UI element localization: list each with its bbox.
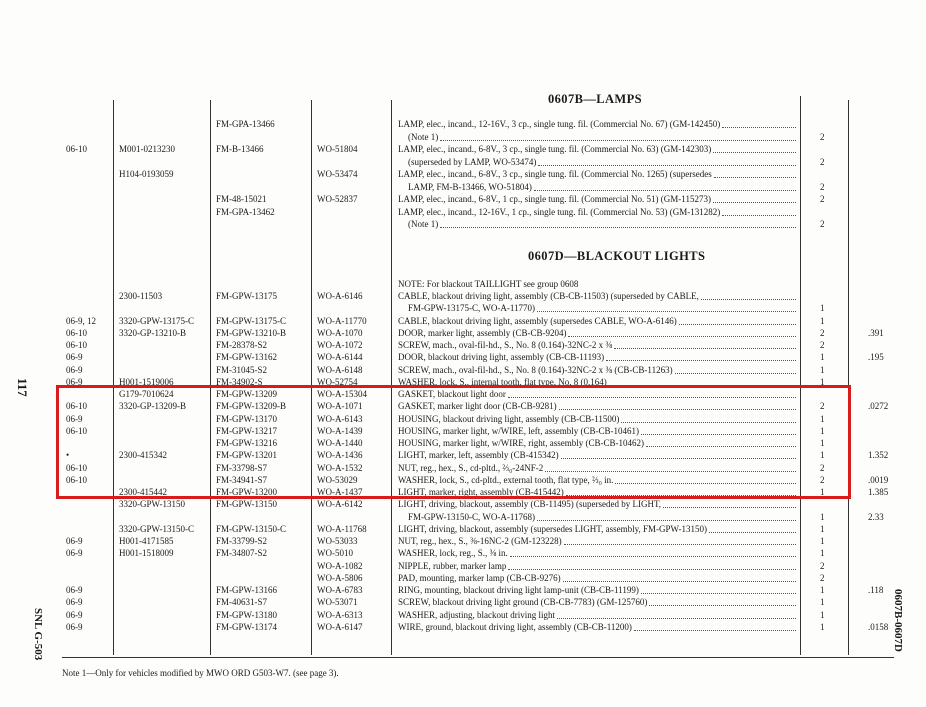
ford-part-number: FM-B-13466 bbox=[216, 144, 264, 154]
willys-part-number: WO-53033 bbox=[317, 536, 358, 546]
footnote: Note 1—Only for vehicles modified by MWO ORD G503-W7. (see page 3). bbox=[62, 668, 339, 678]
willys-part-number: WO-A-6313 bbox=[317, 609, 363, 620]
figure-ref: 06-9 bbox=[66, 536, 83, 546]
dot-leader bbox=[679, 324, 796, 325]
willys-part-number: WO-A-1072 bbox=[317, 340, 363, 350]
part-description: LAMP, elec., incand., 12-16V., 3 cp., single tung. fil. (Commercial No. 67) (GM-142450) bbox=[398, 119, 721, 129]
figure-ref: 06-9 bbox=[66, 621, 83, 632]
part-description: WIRE, ground, blackout driving light, assembly (CB-CB-11200) bbox=[398, 621, 632, 632]
part-description: NUT, reg., hex., S., cd-pltd., ⅔₀-24NF-2 bbox=[398, 462, 544, 473]
dot-leader bbox=[663, 507, 796, 508]
unit-weight: .0272 bbox=[868, 401, 889, 412]
willys-part-number: WO-A-6783 bbox=[317, 585, 363, 595]
willys-part-number: WO-A-1439 bbox=[317, 425, 363, 436]
quantity: 1 bbox=[820, 413, 825, 424]
ford-part-number: FM-GPW-13180 bbox=[216, 609, 278, 620]
figure-ref: 06-9 bbox=[66, 585, 83, 595]
willys-part-number: WO-53029 bbox=[317, 474, 358, 485]
part-description-continued: LAMP, FM-B-13466, WO-51804) bbox=[408, 181, 532, 192]
part-description: HOUSING, marker light, w/WIRE, right, assembly (CB-CB-10462) bbox=[398, 438, 644, 448]
quantity: 2 bbox=[820, 219, 825, 229]
quantity: 1 bbox=[820, 315, 825, 326]
part-description-continued: FM-GPW-13150-C, WO-A-11768) bbox=[408, 511, 535, 522]
part-description: LAMP, elec., incand., 6-8V., 3 cp., single tung. fil. (Commercial No. 1265) (supersedes bbox=[398, 169, 712, 179]
part-description: SCREW, mach., oval-fil-hd., S., No. 8 (0.164)-32NC-2 x ⅜ bbox=[398, 340, 613, 350]
quantity: 2 bbox=[820, 401, 825, 412]
figure-ref: 06-10 bbox=[66, 327, 87, 338]
dot-leader bbox=[564, 544, 796, 545]
quantity: 1 bbox=[820, 536, 825, 546]
page-number: 117 bbox=[15, 378, 30, 397]
part-description: LAMP, elec., incand., 6-8V., 1 cp., single tung. fil. (Commercial No. 51) (GM-115273) bbox=[398, 194, 711, 204]
ford-part-number: FM-GPW-13175-C bbox=[216, 315, 287, 326]
ford-part-number: FM-GPW-13162 bbox=[216, 352, 278, 363]
dot-leader bbox=[713, 202, 796, 203]
quantity: 2 bbox=[820, 340, 825, 350]
quantity: 2 bbox=[820, 181, 825, 192]
part-description: LIGHT, driving, blackout, assembly (CB-11495) (superseded by LIGHT, bbox=[398, 499, 662, 510]
willys-part-number: WO-A-1532 bbox=[317, 462, 363, 473]
column-rule-5 bbox=[800, 96, 801, 655]
ford-part-number: FM-28378-S2 bbox=[216, 340, 268, 350]
dot-leader bbox=[440, 140, 796, 141]
part-description: CABLE, blackout driving light, assembly (CB-CB-11503) (superseded by CABLE, bbox=[398, 291, 699, 301]
dot-leader bbox=[634, 630, 796, 631]
willys-part-number: WO-A-6147 bbox=[317, 621, 363, 632]
stock-number: H001-1519006 bbox=[119, 376, 174, 387]
part-description: WASHER, lock, S., cd-pltd., external tooth, flat type, ⅔₀ in. bbox=[398, 474, 614, 485]
part-description: NUT, reg., hex., S., ⅜-16NC-2 (GM-123228) bbox=[398, 536, 562, 546]
ford-part-number: FM-40631-S7 bbox=[216, 597, 268, 608]
willys-part-number: WO-52837 bbox=[317, 194, 358, 204]
quantity: 1 bbox=[820, 585, 825, 595]
quantity: 2 bbox=[820, 560, 825, 571]
stock-number: H001-4171585 bbox=[119, 536, 174, 546]
figure-ref: 06-9, 12 bbox=[66, 315, 96, 326]
ford-part-number: FM-GPW-13201 bbox=[216, 450, 278, 461]
quantity: 1 bbox=[820, 376, 825, 387]
unit-weight: .0158 bbox=[868, 621, 889, 632]
willys-part-number: WO-A-6146 bbox=[317, 291, 363, 301]
figure-ref: 06-9 bbox=[66, 376, 83, 387]
dot-leader bbox=[722, 215, 796, 216]
stock-number: 3320-GPW-13175-C bbox=[119, 315, 194, 326]
column-rule-1 bbox=[113, 100, 114, 655]
quantity: 1 bbox=[820, 609, 825, 620]
figure-ref: 06-9 bbox=[66, 352, 83, 363]
column-rule-6 bbox=[848, 100, 849, 655]
stock-number: 3320-GPW-13150 bbox=[119, 499, 185, 510]
column-rule-4 bbox=[391, 100, 392, 655]
part-description: WASHER, adjusting, blackout driving light bbox=[398, 609, 555, 620]
part-description: GASKET, marker light door (CB-CB-9281) bbox=[398, 401, 557, 412]
figure-ref: 06-9 bbox=[66, 413, 83, 424]
dot-leader bbox=[537, 520, 796, 521]
quantity: 1 bbox=[820, 425, 825, 436]
willys-part-number: WO-53071 bbox=[317, 597, 358, 608]
quantity: 2 bbox=[820, 194, 825, 204]
part-description: WASHER, lock, reg., S., ⅜ in. bbox=[398, 548, 508, 559]
figure-ref: 06-10 bbox=[66, 144, 87, 154]
willys-part-number: WO-A-6143 bbox=[317, 413, 363, 424]
willys-part-number: WO-A-1437 bbox=[317, 487, 363, 497]
quantity: 1 bbox=[820, 523, 825, 534]
willys-part-number: WO-A-1436 bbox=[317, 450, 363, 461]
part-description-continued: (Note 1) bbox=[408, 219, 439, 229]
quantity: 2 bbox=[820, 474, 825, 485]
ford-part-number: FM-33799-S2 bbox=[216, 536, 268, 546]
ford-part-number: FM-GPW-13170 bbox=[216, 413, 278, 424]
unit-weight: .0019 bbox=[868, 474, 889, 485]
willys-part-number: WO-52754 bbox=[317, 376, 358, 387]
willys-part-number: WO-A-5806 bbox=[317, 572, 363, 583]
ford-part-number: FM-GPW-13217 bbox=[216, 425, 278, 436]
part-description: LIGHT, marker, right, assembly (CB-415442) bbox=[398, 487, 564, 497]
quantity: 1 bbox=[820, 303, 825, 314]
blackout-note: NOTE: For blackout TAILLIGHT see group 0608 bbox=[398, 279, 579, 289]
quantity: 2 bbox=[820, 572, 825, 583]
quantity: 1 bbox=[820, 438, 825, 448]
part-description: LAMP, elec., incand., 6-8V., 3 cp., single tung. fil. (Commercial No. 63) (GM-142303) bbox=[398, 144, 712, 154]
part-description: WASHER, lock, S., internal tooth, flat type, No. 8 (0.164) bbox=[398, 376, 607, 387]
figure-ref: 06-9 bbox=[66, 597, 83, 608]
ford-part-number: FM-GPW-13166 bbox=[216, 585, 278, 595]
quantity: 2 bbox=[820, 156, 825, 167]
quantity: 1 bbox=[820, 597, 825, 608]
part-description: GASKET, blackout light door bbox=[398, 389, 506, 399]
part-description: CABLE, blackout driving light, assembly (supersedes CABLE, WO-A-6146) bbox=[398, 315, 677, 326]
figure-ref: • bbox=[66, 450, 70, 461]
unit-weight: .195 bbox=[868, 352, 884, 363]
ford-part-number: FM-GPA-13462 bbox=[216, 206, 275, 217]
dot-leader bbox=[557, 618, 796, 619]
unit-weight: .118 bbox=[868, 585, 884, 595]
willys-part-number: WO-51804 bbox=[317, 144, 358, 154]
figure-ref: 06-9 bbox=[66, 609, 83, 620]
part-description: NIPPLE, rubber, marker lamp bbox=[398, 560, 507, 571]
ford-part-number: FM-48-15021 bbox=[216, 194, 267, 204]
ford-part-number: FM-34902-S bbox=[216, 376, 263, 387]
ford-part-number: FM-GPW-13200 bbox=[216, 487, 278, 497]
bottom-rule bbox=[62, 657, 894, 658]
ford-part-number: FM-34941-S7 bbox=[216, 474, 268, 485]
stock-number: M001-0213230 bbox=[119, 144, 175, 154]
unit-weight: 2.33 bbox=[868, 511, 884, 522]
ford-part-number: FM-GPW-13216 bbox=[216, 438, 278, 448]
quantity: 2 bbox=[820, 131, 825, 142]
willys-part-number: WO-A-1071 bbox=[317, 401, 363, 412]
dot-leader bbox=[614, 348, 796, 349]
part-description: SCREW, mach., oval-fil-hd., S., No. 8 (0.164)-32NC-2 x ⅜ (CB-CB-11263) bbox=[398, 364, 673, 375]
willys-part-number: WO-A-1070 bbox=[317, 327, 363, 338]
dot-leader bbox=[563, 581, 796, 582]
unit-weight: 1.385 bbox=[868, 487, 889, 497]
figure-ref: 06-10 bbox=[66, 462, 87, 473]
stock-number: 3320-GP-13209-B bbox=[119, 401, 186, 412]
stock-number: 2300-415442 bbox=[119, 487, 167, 497]
dot-leader bbox=[675, 373, 796, 374]
dot-leader bbox=[722, 127, 796, 128]
willys-part-number: WO-53474 bbox=[317, 169, 358, 179]
dot-leader bbox=[701, 299, 796, 300]
stock-number: H001-1518009 bbox=[119, 548, 174, 559]
figure-ref: 06-10 bbox=[66, 425, 87, 436]
dot-leader bbox=[649, 605, 796, 606]
willys-part-number: WO-A-1082 bbox=[317, 560, 363, 571]
part-description: LAMP, elec., incand., 12-16V., 1 cp., single tung. fil. (Commercial No. 53) (GM-131282) bbox=[398, 206, 721, 217]
figure-ref: 06-10 bbox=[66, 340, 87, 350]
quantity: 1 bbox=[820, 621, 825, 632]
dot-leader bbox=[641, 593, 796, 594]
dot-leader bbox=[510, 556, 796, 557]
stock-number: G179-7010624 bbox=[119, 389, 174, 399]
highlight-box bbox=[56, 385, 851, 499]
part-description: SCREW, blackout driving light ground (CB-CB-7783) (GM-125760) bbox=[398, 597, 648, 608]
ford-part-number: FM-GPW-13209 bbox=[216, 389, 278, 399]
stock-number: 2300-11503 bbox=[119, 291, 163, 301]
part-description-continued: (Note 1) bbox=[408, 131, 439, 142]
quantity: 1 bbox=[820, 352, 825, 363]
dot-leader bbox=[714, 177, 796, 178]
part-description-continued: FM-GPW-13175-C, WO-A-11770) bbox=[408, 303, 535, 314]
section-title-blackout: 0607D—BLACKOUT LIGHTS bbox=[528, 249, 706, 263]
column-rule-3 bbox=[311, 100, 312, 655]
quantity: 1 bbox=[820, 548, 825, 559]
part-description: DOOR, blackout driving light, assembly (CB-CB-11193) bbox=[398, 352, 605, 363]
ford-part-number: FM-GPW-13210-B bbox=[216, 327, 287, 338]
unit-weight: .391 bbox=[868, 327, 884, 338]
ford-part-number: FM-33798-S7 bbox=[216, 462, 268, 473]
dot-leader bbox=[440, 227, 796, 228]
stock-number: 3320-GPW-13150-C bbox=[119, 523, 194, 534]
dot-leader bbox=[534, 190, 796, 191]
part-description: LIGHT, marker, left, assembly (CB-415342) bbox=[398, 450, 559, 461]
unit-weight: 1.352 bbox=[868, 450, 889, 461]
part-description: RING, mounting, blackout driving light lamp-unit (CB-CB-11199) bbox=[398, 585, 639, 595]
figure-ref: 06-10 bbox=[66, 474, 87, 485]
group-code: 0607B-0607D bbox=[892, 589, 904, 652]
ford-part-number: FM-GPW-13175 bbox=[216, 291, 278, 301]
figure-ref: 06-9 bbox=[66, 548, 83, 559]
stock-number: 2300-415342 bbox=[119, 450, 167, 461]
stock-number: 3320-GP-13210-B bbox=[119, 327, 186, 338]
part-description: DOOR, marker light, assembly (CB-CB-9204) bbox=[398, 327, 567, 338]
dot-leader bbox=[606, 360, 796, 361]
doc-code: SNL G-503 bbox=[32, 608, 44, 661]
ford-part-number: FM-GPW-13209-B bbox=[216, 401, 287, 412]
ford-part-number: FM-GPW-13150-C bbox=[216, 523, 287, 534]
part-description: HOUSING, marker light, w/WIRE, left, assembly (CB-CB-10461) bbox=[398, 425, 639, 436]
figure-ref: 06-10 bbox=[66, 401, 87, 412]
section-title-lamps: 0607B—LAMPS bbox=[548, 92, 642, 106]
willys-part-number: WO-A-6144 bbox=[317, 352, 363, 363]
column-rule-2 bbox=[210, 100, 211, 655]
ford-part-number: FM-34807-S2 bbox=[216, 548, 268, 559]
dot-leader bbox=[709, 532, 796, 533]
dot-leader bbox=[508, 569, 796, 570]
willys-part-number: WO-5010 bbox=[317, 548, 353, 559]
figure-ref: 06-9 bbox=[66, 364, 83, 375]
stock-number: H104-0193059 bbox=[119, 169, 174, 179]
willys-part-number: WO-A-1440 bbox=[317, 438, 363, 448]
willys-part-number: WO-A-6148 bbox=[317, 364, 363, 375]
ford-part-number: FM-GPW-13174 bbox=[216, 621, 278, 632]
part-description: LIGHT, driving, blackout, assembly (supersedes LIGHT, assembly, FM-GPW-13150) bbox=[398, 523, 708, 534]
willys-part-number: WO-A-11768 bbox=[317, 523, 367, 534]
dot-leader bbox=[538, 165, 796, 166]
quantity: 1 bbox=[820, 511, 825, 522]
quantity: 2 bbox=[820, 327, 825, 338]
willys-part-number: WO-A-6142 bbox=[317, 499, 363, 510]
willys-part-number: WO-A-15304 bbox=[317, 389, 367, 399]
dot-leader bbox=[537, 311, 796, 312]
quantity: 1 bbox=[820, 487, 825, 497]
part-description: HOUSING, blackout driving light, assembly (CB-CB-11500) bbox=[398, 413, 620, 424]
ford-part-number: FM-GPW-13150 bbox=[216, 499, 278, 510]
ford-part-number: FM-31045-S2 bbox=[216, 364, 268, 375]
part-description: PAD, mounting, marker lamp (CB-CB-9276) bbox=[398, 572, 561, 583]
willys-part-number: WO-A-11770 bbox=[317, 315, 367, 326]
ford-part-number: FM-GPA-13466 bbox=[216, 119, 275, 129]
dot-leader bbox=[713, 152, 796, 153]
dot-leader bbox=[568, 336, 796, 337]
quantity: 1 bbox=[820, 450, 825, 461]
part-description-continued: (superseded by LAMP, WO-53474) bbox=[408, 156, 537, 167]
quantity: 2 bbox=[820, 462, 825, 473]
quantity: 1 bbox=[820, 364, 825, 375]
